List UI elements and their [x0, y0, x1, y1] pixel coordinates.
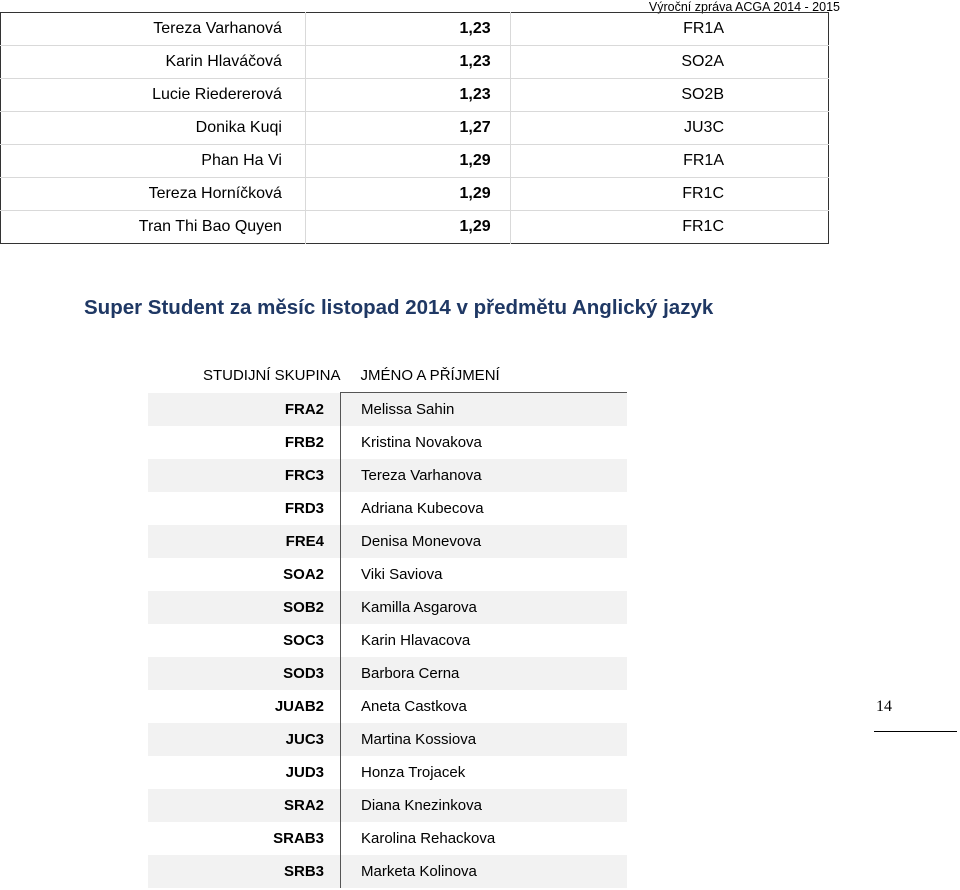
super-student-body: [148, 393, 627, 889]
table-row: [148, 426, 627, 459]
table-row: [148, 789, 627, 822]
table-row: [148, 756, 627, 789]
student-name-cell: Kamilla Asgarova: [341, 591, 628, 624]
student-name-cell: Karolina Rehackova: [341, 822, 628, 855]
study-group-cell: JUC3: [148, 723, 341, 756]
class-cell: FR1C: [510, 178, 828, 211]
student-name-cell: Tereza Varhanova: [341, 459, 628, 492]
table-row: [148, 657, 627, 690]
column-header-group: STUDIJNÍ SKUPINA: [148, 359, 341, 393]
study-group-cell: FRB2: [148, 426, 341, 459]
study-group-cell: JUD3: [148, 756, 341, 789]
student-name-cell: Viki Saviova: [341, 558, 628, 591]
student-name-cell: Diana Knezinkova: [341, 789, 628, 822]
study-group-cell: SRA2: [148, 789, 341, 822]
running-header: Výroční zpráva ACGA 2014 - 2015: [648, 0, 840, 14]
student-name-cell: Marketa Kolinova: [341, 855, 628, 888]
top-results-table: [0, 12, 829, 244]
average-cell: 1,23: [305, 13, 510, 46]
table-row: [1, 46, 829, 79]
study-group-cell: FRA2: [148, 393, 341, 427]
table-row: [1, 211, 829, 244]
table-row: [148, 459, 627, 492]
class-cell: SO2B: [510, 79, 828, 112]
study-group-cell: SOB2: [148, 591, 341, 624]
table-row: [148, 855, 627, 888]
table-row: [148, 591, 627, 624]
student-name-cell: Donika Kuqi: [1, 112, 306, 145]
table-row: [148, 822, 627, 855]
table-row: [1, 79, 829, 112]
table-row: [148, 723, 627, 756]
table-row: [148, 624, 627, 657]
class-cell: JU3C: [510, 112, 828, 145]
student-name-cell: Tereza Horníčková: [1, 178, 306, 211]
student-name-cell: Melissa Sahin: [341, 393, 628, 427]
header-row: [148, 359, 627, 393]
section-title: Super Student za měsíc listopad 2014 v předmětu Anglický jazyk: [84, 296, 714, 319]
page-number-rule: [874, 731, 957, 732]
average-cell: 1,29: [305, 211, 510, 244]
student-name-cell: Honza Trojacek: [341, 756, 628, 789]
study-group-cell: SRAB3: [148, 822, 341, 855]
table-row: [148, 525, 627, 558]
study-group-cell: FRD3: [148, 492, 341, 525]
student-name-cell: Adriana Kubecova: [341, 492, 628, 525]
average-cell: 1,23: [305, 79, 510, 112]
super-student-header: [148, 359, 627, 393]
student-name-cell: Karin Hlavacova: [341, 624, 628, 657]
student-name-cell: Denisa Monevova: [341, 525, 628, 558]
class-cell: FR1A: [510, 145, 828, 178]
study-group-cell: JUAB2: [148, 690, 341, 723]
student-name-cell: Aneta Castkova: [341, 690, 628, 723]
table-row: [148, 558, 627, 591]
average-cell: 1,23: [305, 46, 510, 79]
table-row: [148, 690, 627, 723]
student-name-cell: Phan Ha Vi: [1, 145, 306, 178]
page-number: 14: [876, 698, 892, 715]
average-cell: 1,29: [305, 145, 510, 178]
column-header-name: JMÉNO A PŘÍJMENÍ: [341, 359, 628, 393]
average-cell: 1,29: [305, 178, 510, 211]
study-group-cell: SOD3: [148, 657, 341, 690]
table-row: [1, 13, 829, 46]
table-row: [148, 492, 627, 525]
study-group-cell: SOC3: [148, 624, 341, 657]
study-group-cell: FRC3: [148, 459, 341, 492]
class-cell: FR1A: [510, 13, 828, 46]
student-name-cell: Lucie Riedererová: [1, 79, 306, 112]
table-row: [1, 178, 829, 211]
table-row: [1, 112, 829, 145]
top-results-body: [1, 13, 829, 244]
student-name-cell: Barbora Cerna: [341, 657, 628, 690]
study-group-cell: SOA2: [148, 558, 341, 591]
average-cell: 1,27: [305, 112, 510, 145]
student-name-cell: Tran Thi Bao Quyen: [1, 211, 306, 244]
student-name-cell: Tereza Varhanová: [1, 13, 306, 46]
study-group-cell: SRB3: [148, 855, 341, 888]
table-row: [148, 393, 627, 427]
table-row: [1, 145, 829, 178]
student-name-cell: Martina Kossiova: [341, 723, 628, 756]
class-cell: SO2A: [510, 46, 828, 79]
student-name-cell: Kristina Novakova: [341, 426, 628, 459]
student-name-cell: Karin Hlaváčová: [1, 46, 306, 79]
class-cell: FR1C: [510, 211, 828, 244]
super-student-table: [148, 359, 627, 888]
study-group-cell: FRE4: [148, 525, 341, 558]
